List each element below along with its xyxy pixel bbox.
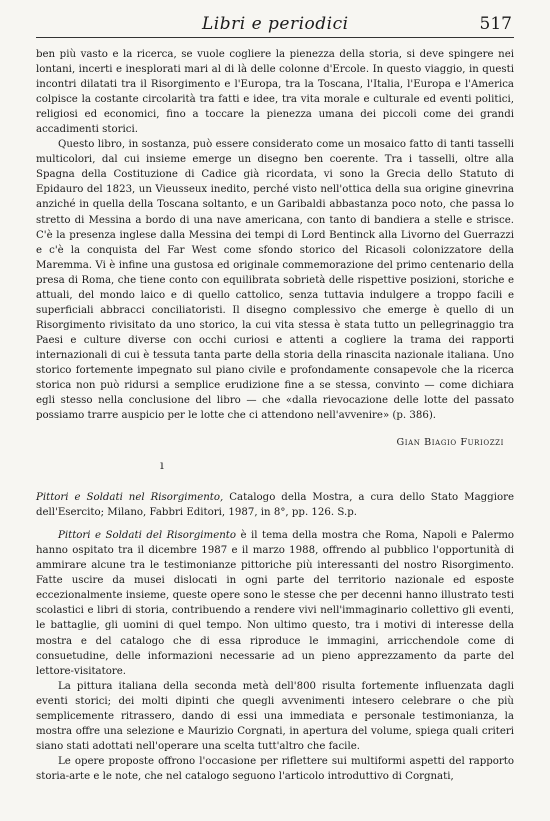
review2-paragraph-3: Le opere proposte offrono l'occasione per riflettere sui multiformi aspetti del rapporto storia-arte e le note, che nel catalogo seguono l'articolo introduttivo di Corgnati, [36,755,514,782]
review2-paragraph-2: La pittura italiana della seconda metà dell'800 risulta fortemente influenzata dagli eventi storici; dei molti dipinti che quegli avvenimenti intesero celebrare o che più semplicemente ritrassero, dando di essi una immediata e personale testimonianza, la mostra offre una selezione e Maurizio Corgnati, in apertura del volume, spiega quali criteri siano stati adottati nell'operare una scelta tutt'altro che facile. [36,680,514,752]
header-title: Libri e periodici [202,14,349,34]
running-header [36,14,514,38]
review-signature: Gian Biagio Furiozzi [396,437,504,449]
page-number: 517 [479,14,512,34]
review2-paragraph-1 [36,528,514,678]
review-continuation [36,47,514,423]
review1-paragraph-1: ben più vasto e la ricerca, se vuole cogliere la pienezza della storia, si deve spingere nei lontani, incerti e inesplorati mari al di là delle colonne d'Ercole. In questo viaggio, in questi incontri dilatati tra il Risorgimento e l'Europa, tra la Toscana, l'Italia, l'Europa e l'America colpisce la costante circolarità tra fatti e idee, tra vita morale e culturale ed eventi politici, religiosi ed economici, fino a toccare la pienezza umana dei piccoli come dei grandi accadimenti storici. [36,49,514,136]
stray-mark: ı [160,458,164,473]
review1-paragraph-2: Questo libro, in sostanza, può essere considerato come un mosaico fatto di tanti tasselli multicolori, dal cui insieme emerge un disegno ben coerente. Tra i tasselli, oltre alla Spagna della Costituzione di Cadice già ricordata, vi sono la Grecia dello Statuto di Epidauro del 1823, un Vieusseux inedito, perché visto nell'ottica della sua origine ginevrina anziché in quella della Toscana soltanto, e un Garibaldi abbastanza poco noto, che passa lo stretto di Messina a bordo di una nave americana, con tanto di bandiera a stelle e strisce. C'è la presenza inglese dalla Messina dei tempi di Lord Bentinck alla Livorno del Guerrazzi e c'è la conquista del Far West come sfondo storico del Ricasoli colonizzatore della Maremma. Vi è infine una gustosa ed originale commemorazione del primo centenario della presa di Roma, che tiene conto con equilibrata sobrietà delle rispettive posizioni, storiche e attuali, del mondo laico e di quello cattolico, senza tuttavia indulgere a troppo facili e superficiali abbracci conciliatoristi. Il disegno complessivo che emerge è quello di un Risorgimento rivisitato da uno storico, la cui vita stessa è stata tutto un pellegrinaggio tra Paesi e culture diverse con occhi curiosi e attenti a cogliere la trama dei rapporti internazionali di cui è tessuta tanta parte della storia della rinascita nazionale italiana. Uno storico fortemente impegnato sul piano civile e profondamente consapevole che la ricerca storica non può ridursi a semplice erudizione fine a se stessa, convinto — come dichiara egli stesso nella conclusione del libro — che «dalla rievocazione delle lotte del passato possiamo trarre auspicio per le lotte che ci attendono nell'avvenire» (p. 386). [36,139,514,422]
review2-title-inline: Pittori e Soldati del Risorgimento [58,530,237,542]
book-reference-details: Catalogo della Mostra, a cura dello Stato Maggiore dell'Esercito; Milano, Fabbri Editori, 1987, in 8°, pp. 126. S.p. [36,492,514,519]
review-2-body [36,528,514,784]
review2-paragraph-1-text: è il tema della mostra che Roma, Napoli e Palermo hanno ospitato tra il dicembre 1987 e il marzo 1988, offrendo al pubblico l'opportunità di ammirare alcune tra le testimonianze pittoriche più interessanti del nostro Risorgimento. Fatte uscire da musei dislocati in ogni parte del territorio nazionale ed esposte eccezionalmente insieme, queste opere sono le stesse che per decenni hanno illustrato testi scolastici e libri di storia, contribuendo a rendere vivi nell'immaginario collettivo gli eventi, le battaglie, gli uomini di quel tempo. Non ultimo questo, tra i motivi di interesse della mostra e del catalogo che di essa riproduce le immagini, arricchendole come di consuetudine, delle informazioni necessarie ad un pieno apprezzamento da parte del lettore-visitatore. [36,530,514,677]
book-reference-title: Pittori e Soldati nel Risorgimento, [36,492,224,504]
book-reference [36,490,514,520]
